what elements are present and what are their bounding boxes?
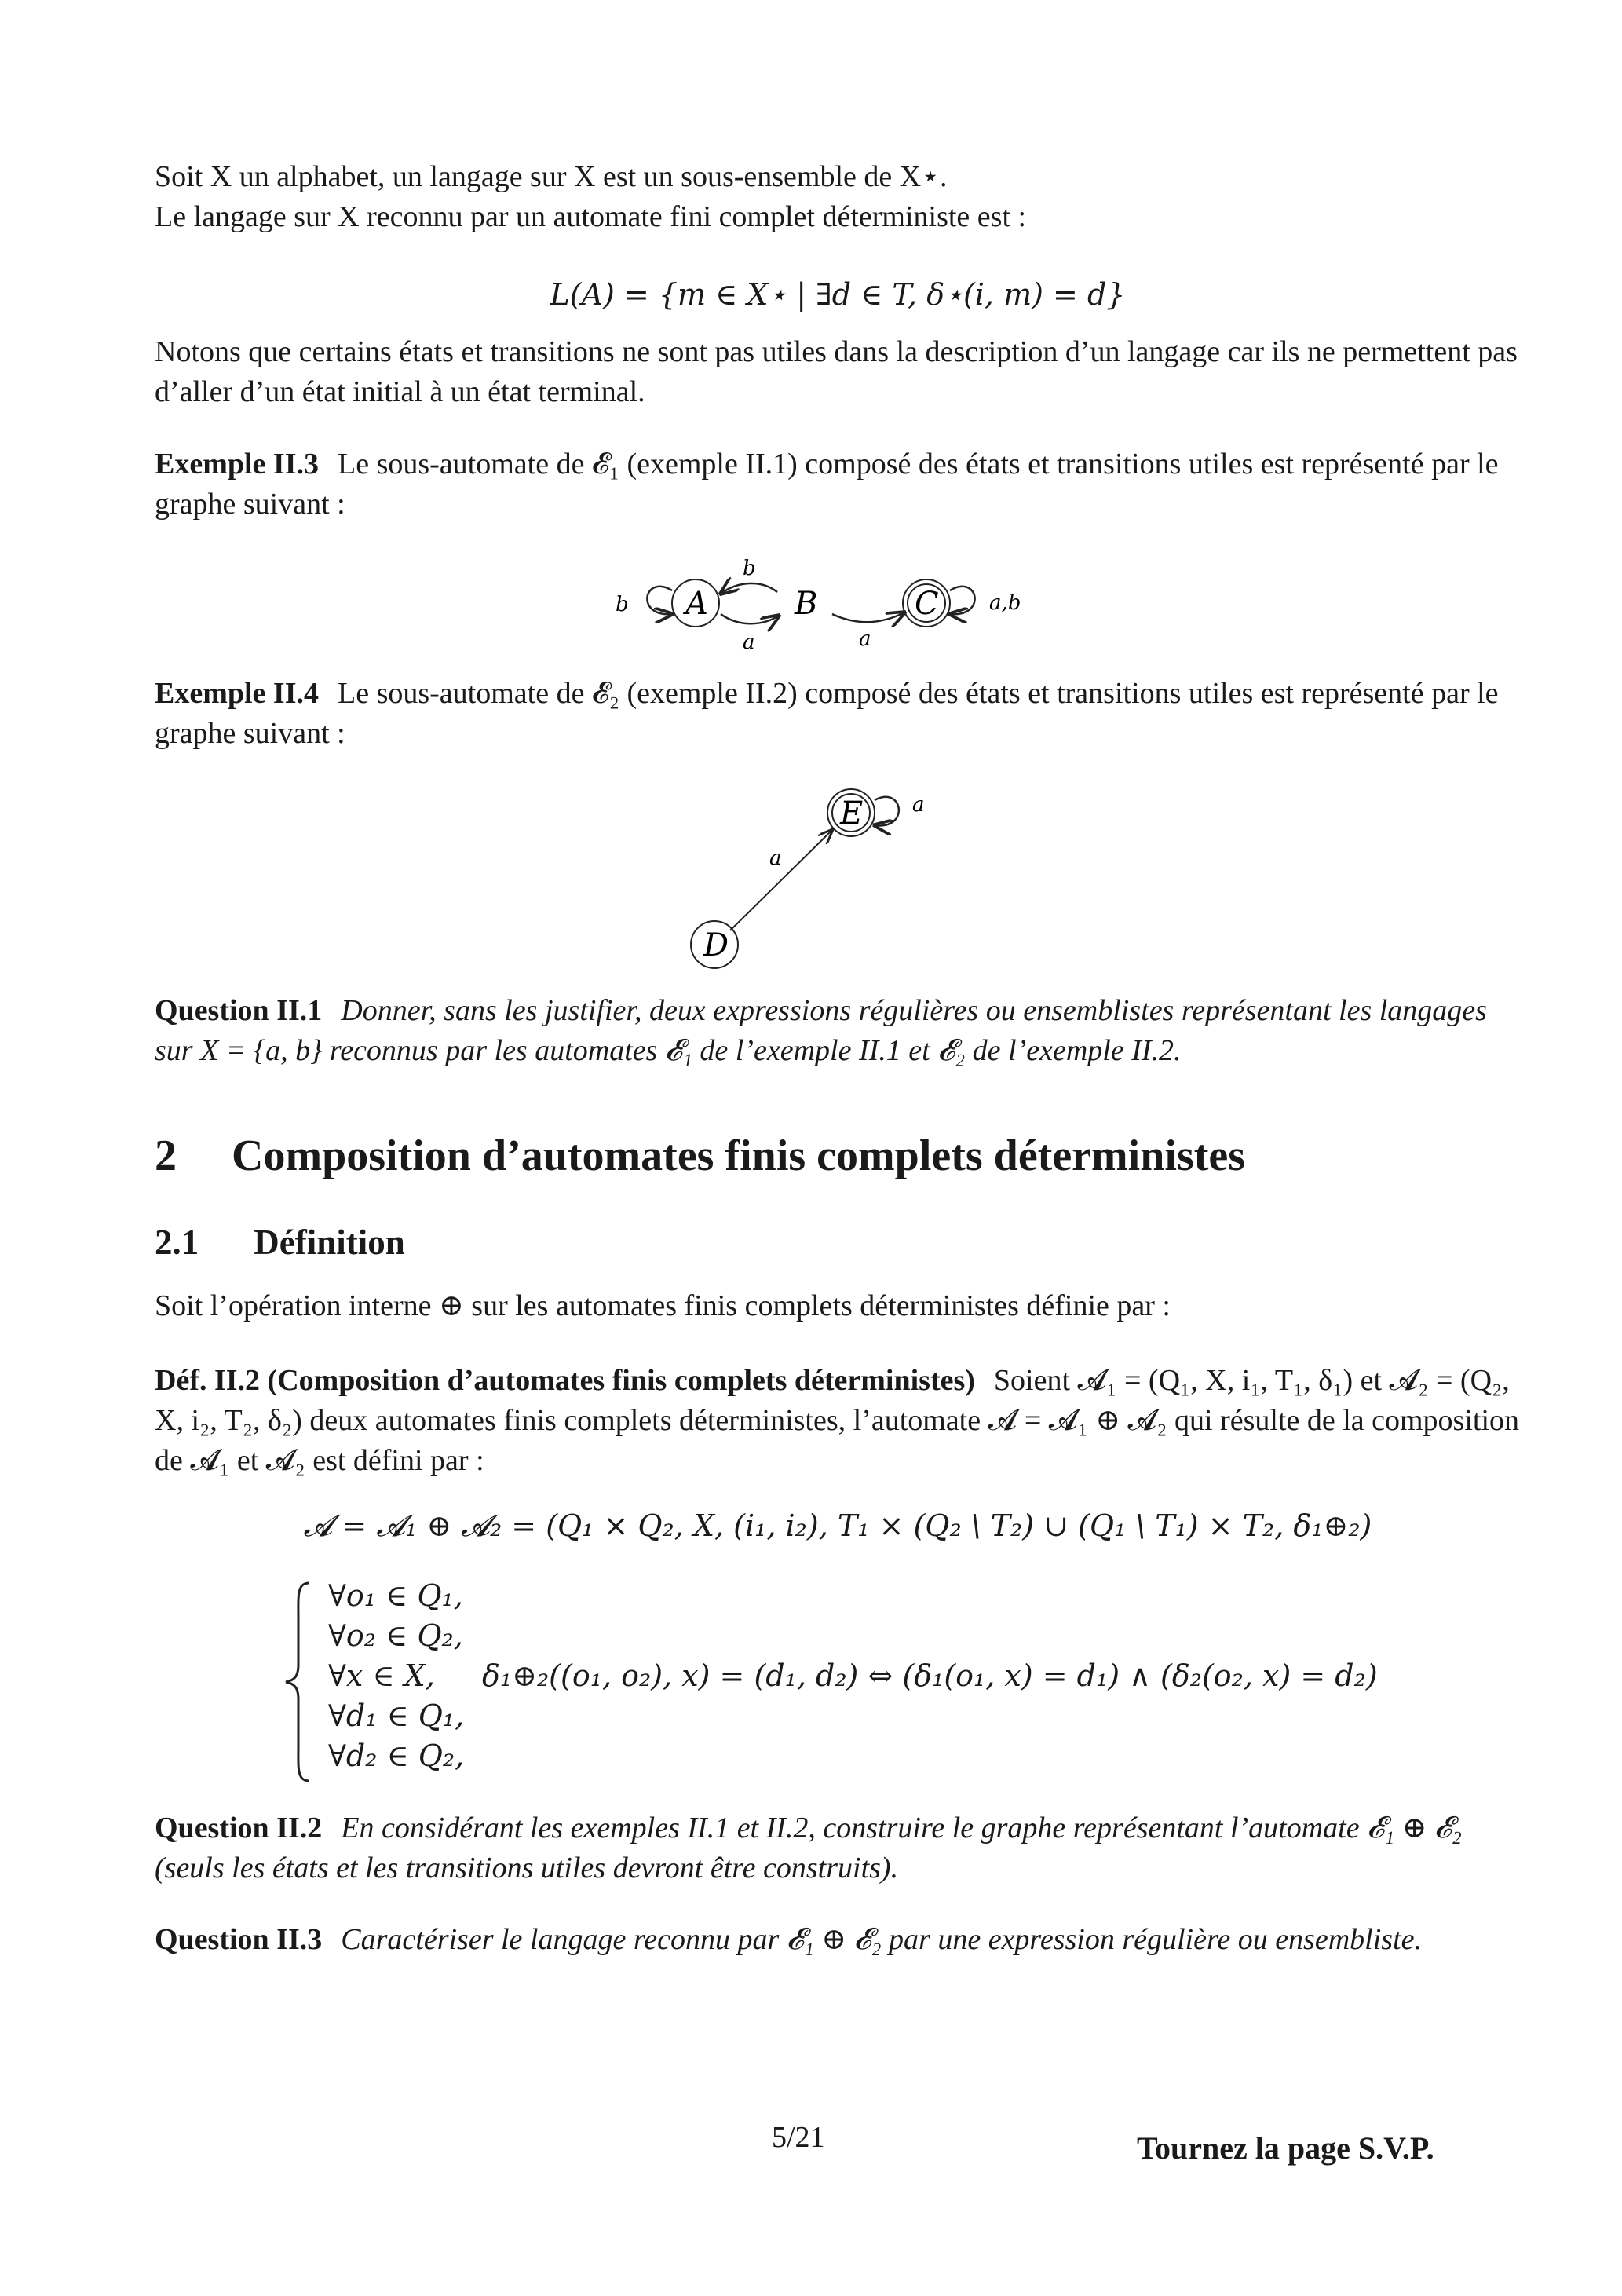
section-number: 2 [155, 1132, 177, 1180]
example-3-text: Le sous-automate de 𝓔₁ (exemple II.1) composé des états et transitions utiles est représenté par le graphe suivant : [155, 448, 1499, 521]
edge-b-to-c [832, 612, 904, 622]
question-3-label: Question II.3 [155, 1923, 323, 1956]
language-formula: L(A) = {m ∈ X⋆ | ∃d ∈ T, δ⋆(i, m) = d} [550, 277, 1126, 312]
edge-label-b-to-c: a [859, 627, 871, 651]
system-line-4: ∀d₁ ∈ Q₁, [328, 1698, 465, 1733]
example-4 [155, 674, 1521, 754]
question-2 [155, 1808, 1521, 1888]
system-rhs: δ₁⊕₂((o₁, o₂), x) = (d₁, d₂) ⇔ (δ₁(o₁, x) = d₁) ∧ (δ₂(o₂, x) = d₂) [482, 1658, 1378, 1693]
edge-label-d-to-e: a [769, 846, 782, 870]
question-1-label: Question II.1 [155, 994, 323, 1027]
state-e-label: E [840, 795, 864, 832]
definition-text: Soient 𝓐₁ = (Q₁, X, i₁, T₁, δ₁) et 𝓐₂ = (Q₂, X, i₂, T₂, δ₂) deux automates finis complets déterministes, l’automate 𝓐 = 𝓐₁ ⊕ 𝓐₂ qui résulte de la composition de 𝓐₁ et 𝓐₂ est défini par : [155, 1364, 1520, 1477]
edge-label-a-to-b: a [743, 631, 755, 652]
edge-label-b-to-a: b [743, 557, 756, 580]
system-line-3: ∀x ∈ X, [328, 1658, 435, 1693]
state-c-label: C [915, 586, 939, 622]
remark-paragraph: Notons que certains états et transitions ne sont pas utiles dans la description d’un langage car ils ne permettent pas d’aller d’un état initial à un état terminal. [155, 335, 1518, 408]
edge-label-loop-e: a [912, 793, 925, 817]
intro-line-2: Le langage sur X reconnu par un automate fini complet déterministe est : [155, 200, 1027, 233]
question-1-text: Donner, sans les justifier, deux expressions régulières ou ensemblistes représentant les langages sur X = {a, b} reconnus par les automates 𝓔₁ de l’exemple II.1 et 𝓔₂ de l’exemple II.2. [155, 994, 1487, 1067]
example-4-text: Le sous-automate de 𝓔₂ (exemple II.2) composé des états et transitions utiles est représenté par le graphe suivant : [155, 677, 1499, 750]
question-2-text: En considérant les exemples II.1 et II.2, construire le graphe représentant l’automate 𝓔₁ ⊕ 𝓔₂ (seuls les états et les transitions utiles devront être construits). [155, 1812, 1462, 1885]
operation-intro: Soit l’opération interne ⊕ sur les automates finis complets déterministes définie par : [155, 1289, 1171, 1322]
edge-b-to-a [721, 583, 777, 594]
composition-formula: 𝓐 = 𝓐₁ ⊕ 𝓐₂ = (Q₁ × Q₂, X, (i₁, i₂), T₁ × (Q₂ \ T₂) ∪ (Q₁ \ T₁) × T₂, δ₁⊕₂) [303, 1508, 1372, 1543]
example-3-label: Exemple II.3 [155, 448, 319, 481]
edge-loop-a [647, 587, 672, 614]
edge-a-to-b [721, 614, 779, 623]
subsection-title: Définition [254, 1223, 405, 1262]
example-3 [155, 444, 1521, 525]
question-3-text: Caractériser le langage reconnu par 𝓔₁ ⊕ 𝓔₂ par une expression régulière ou ensembliste. [341, 1923, 1422, 1956]
edge-label-loop-a: b [616, 593, 629, 616]
subsection-heading [155, 1222, 405, 1263]
definition-label: Déf. II.2 (Composition d’automates finis complets déterministes) [155, 1364, 975, 1397]
example-4-label: Exemple II.4 [155, 677, 319, 710]
edge-loop-c [950, 587, 975, 614]
state-a-label: A [685, 586, 708, 622]
turn-page-note: Tournez la page S.V.P. [1137, 2130, 1434, 2166]
edge-label-loop-c: a,b [989, 591, 1021, 615]
section-title: Composition d’automates finis complets déterministes [232, 1132, 1246, 1180]
automaton-graph-e2 [675, 773, 958, 978]
system-line-2: ∀o₂ ∈ Q₂, [328, 1618, 463, 1653]
edge-loop-e [875, 797, 899, 826]
definition-block [155, 1361, 1521, 1481]
state-b-label: B [795, 586, 818, 622]
system-line-5: ∀d₂ ∈ Q₂, [328, 1738, 465, 1773]
system-brace [283, 1580, 314, 1784]
question-1 [155, 991, 1521, 1071]
page-number: 5/21 [772, 2121, 825, 2154]
automaton-graph-e1 [597, 550, 1036, 652]
system-line-1: ∀o₁ ∈ Q₁, [328, 1578, 463, 1613]
question-3 [155, 1920, 1521, 1960]
state-d-label: D [703, 927, 729, 963]
edge-d-to-e [730, 830, 832, 930]
subsection-number: 2.1 [155, 1223, 199, 1262]
section-heading [155, 1131, 1245, 1181]
question-2-label: Question II.2 [155, 1812, 323, 1844]
intro-line-1: Soit X un alphabet, un langage sur X est un sous-ensemble de X⋆. [155, 160, 948, 193]
